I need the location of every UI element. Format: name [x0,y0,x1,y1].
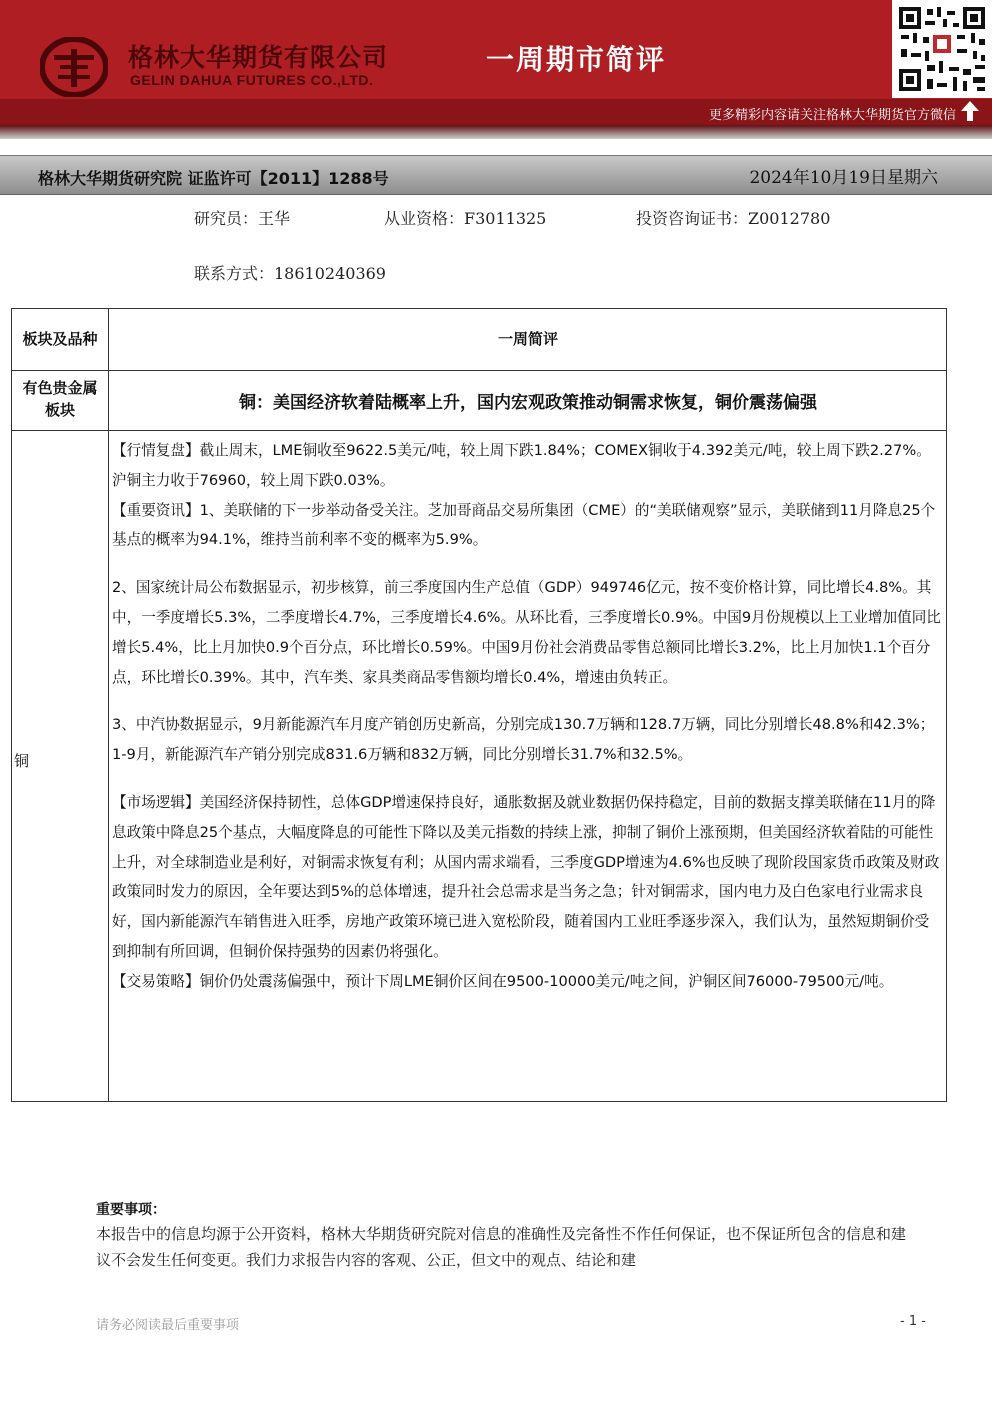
review-content [109,431,947,997]
institute-license: 格林大华期货研究院 证监许可【2011】1288号 [38,169,389,188]
nev-paragraph: 3、中汽协数据显示，9月新能源汽车月度产销创历史新高，分别完成130.7万辆和128.7万辆，同比分别增长48.8%和42.3%；1-9月，新能源汽车产销分别完成831.6万辆和832万辆，同比分别增长31.7%和32.5%。 [112,716,935,764]
company-name-cn: 格林大华期货有限公司 [128,43,389,72]
report-title: 一周期市简评 [486,43,667,76]
company-logo-icon [40,37,108,97]
wechat-follow-note: 更多精彩内容请关注格林大华期货官方微信 [708,108,956,123]
sector-label: 有色贵金属板块 [22,379,98,419]
review-table [11,308,947,1102]
contact: 联系方式：18610240369 [194,264,386,283]
stats-paragraph: 2、国家统计局公布数据显示，初步核算，前三季度国内生产总值（GDP）949746亿元，按不变价格计算，同比增长4.8%。其中，一季度增长5.3%，二季度增长4.7%，三季度增长4.6%。从环比看，三季度增长0.9%。中国9月份规模以上工业增加值同比增长5.4%，比上月加快0.9个百分点，环比增长0.59%。中国9月份社会消费品零售总额同比增长3.2%，比上月加快1.1个百分点，环比增长0.39%。其中，汽车类、家具类商品零售额均增长0.4%，增速由负转正。 [112,579,941,686]
notice-title: 重要事项： [96,1202,166,1218]
headline-cell [109,371,947,431]
qualification: 从业资格：F3011325 [384,209,547,228]
col2-header-cell [109,309,947,371]
variety-cell [12,431,109,1101]
header-shadow [0,125,992,139]
footer-note: 请务必阅读最后重要事项 [96,1318,240,1333]
notice-body: 本报告中的信息均源于公开资料，格林大华期货研究院对信息的准确性及完备性不作任何保证，也不保证所包含的信息和建议不会发生任何变更。我们力求报告内容的客观、公正，但文中的观点、结论和建 [96,1225,907,1269]
col1-header-cell [12,309,109,371]
col1-header: 板块及品种 [22,330,98,348]
investment-certificate: 投资咨询证书：Z0012780 [636,209,831,228]
key-news-paragraph: 【重要资讯】1、美联储的下一步举动备受关注。芝加哥商品交易所集团（CME）的“美联储观察”显示，美联储到11月降息25个基点的概率为94.1%，维持当前利率不变的概率为5.9%。 [112,501,936,549]
sector-cell [12,371,109,431]
trading-strategy-paragraph: 【交易策略】铜价仍处震荡偏强中，预计下周LME铜价区间在9500-10000美元/吨之间，沪铜区间76000-79500元/吨。 [112,972,894,990]
headline: 铜：美国经济软着陆概率上升，国内宏观政策推动铜需求恢复，铜价震荡偏强 [239,393,817,413]
company-name-en: GELIN DAHUA FUTURES CO.,LTD. [130,72,374,88]
up-arrow-icon [960,100,980,122]
variety-label: 铜 [14,752,30,770]
report-date: 2024年10月19日星期六 [749,168,938,188]
market-logic-paragraph: 【市场逻辑】美国经济保持韧性，总体GDP增速保持良好，通胀数据及就业数据仍保持稳定，目前的数据支撑美联储在11月的降息政策中降息25个基点，大幅度降息的可能性下降以及美元指数的持续上涨，抑制了铜价上涨预期，但美国经济软着陆的可能性上升，对全球制造业是利好，对铜需求恢复有利；从国内需求端看，三季度GDP增速为4.6%也反映了现阶段国家货币政策及财政政策同时发力的原因，全年要达到5%的总体增速，提升社会总需求是当务之急；针对铜需求，国内电力及白色家电行业需求良好，国内新能源汽车销售进入旺季，房地产政策环境已进入宽松阶段，随着国内工业旺季逐步深入，我们认为，虽然短期铜价受到抑制有所回调，但铜价保持强势的因素仍将强化。 [112,793,940,960]
researcher: 研究员：王华 [194,209,291,228]
col2-header: 一周简评 [497,330,558,348]
qr-code-icon[interactable] [892,0,992,98]
page-number: - 1 - [900,1314,926,1329]
market-review-paragraph: 【行情复盘】截止周末，LME铜收至9622.5美元/吨，较上周下跌1.84%；COMEX铜收于4.392美元/吨，较上周下跌2.27%。沪铜主力收于76960，较上周下跌0.03%。 [112,442,931,489]
